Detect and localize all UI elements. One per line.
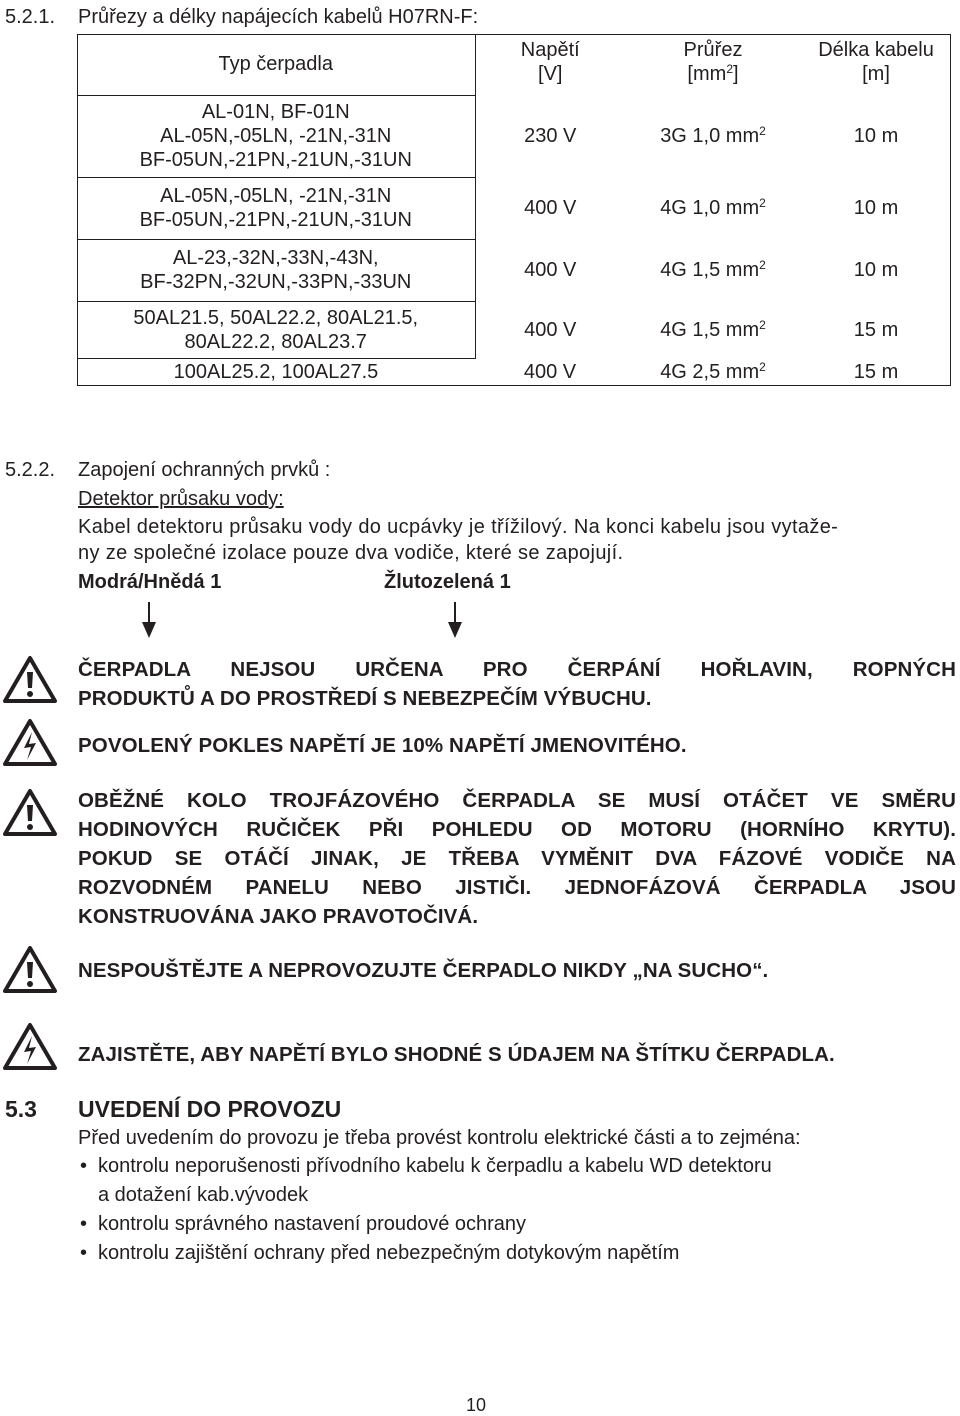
section-53-title: UVEDENÍ DO PROVOZU [78,1096,342,1122]
warning-text-line: NESPOUŠTĚJTE A NEPROVOZUJTE ČERPADLO NIKDY „NA SUCHO“. [78,959,769,982]
bullet-dot: • [80,1155,88,1177]
table-row [77,177,951,239]
warning-icon [2,945,58,995]
header-voltage-label: Napětí [520,39,580,61]
section-53-number: 5.3 [5,1096,37,1122]
table-row [77,239,951,301]
header-length [801,34,951,95]
row-length: 15 m [853,318,899,341]
table-row [77,301,951,358]
header-cross-label: Průřez [683,39,743,61]
row-pump-type: 50AL21.5, 50AL22.2, 80AL21.5, 80AL22.2, 80AL23.7 [77,301,475,358]
list-item-continuation: a dotažení kab.vývodek [98,1184,309,1206]
leak-detector-text-line2: ny ze společné izolace pouze dva vodiče, které se zapojují. [78,542,624,564]
leak-detector-text-line1: Kabel detektoru průsaku vody do ucpávky je třížilový. Na konci kabelu jsou vytaže- [78,516,839,538]
row-cross-section: 3G 1,0 $mm^2$ [660,124,766,147]
header-cross-unit: $[mm^2]$ [687,62,739,85]
table-row [77,95,951,177]
header-cross-section [625,34,801,95]
row-length: 10 m [853,197,899,219]
bullet-dot: • [80,1213,88,1235]
section-522-number: 5.2.2. [5,459,56,481]
row-pump-type: 100AL25.2, 100AL27.5 [173,361,379,384]
list-item: kontrolu správného nastavení proudové ochrany [98,1213,527,1235]
warning-text-line: ZAJISTĚTE, ABY NAPĚTÍ BYLO SHODNÉ S ÚDAJEM NA ŠTÍTKU ČERPADLA. [78,1043,835,1066]
warning-text-line: POKUD SE OTÁČÍ JINAK, JE TŘEBA VYMĚNIT DVA FÁZOVÉ VODIČE NA [78,847,956,870]
row-cross-section: 4G 2,5 $mm^2$ [660,360,766,383]
row-voltage: 230 V [524,125,577,147]
wire-label-green-yellow: Žlutozelená 1 [384,571,511,593]
high-voltage-icon [2,1022,58,1072]
table-row [77,358,951,386]
arrow-down-icon [142,622,156,638]
wire-label-brown: Modrá/Hnědá 1 [78,571,222,593]
row-length: 15 m [853,361,899,383]
section-521-number: 5.2.1. [5,6,56,28]
warning-text-line: OBĚŽNÉ KOLO TROJFÁZOVÉHO ČERPADLA SE MUSÍ OTÁČET VE SMĚRU [78,789,956,812]
row-pump-type: AL-01N, BF-01N AL-05N,-05LN, -21N,-31N BF-05UN,-21PN,-21UN,-31UN [77,95,475,177]
row-voltage: 400 V [524,197,577,219]
row-voltage: 400 V [524,318,577,341]
section-53-intro: Před uvedením do provozu je třeba provést kontrolu elektrické části a to zejména: [78,1127,801,1149]
arrow-line-right [454,602,456,624]
row-pump-type: AL-23,-32N,-33N,-43N, BF-32PN,-32UN,-33PN,-33UN [77,239,475,301]
warning-text-line: POVOLENÝ POKLES NAPĚTÍ JE 10% NAPĚTÍ JMENOVITÉHO. [78,734,687,757]
row-length: 10 m [853,259,899,281]
list-item: kontrolu neporušenosti přívodního kabelu k čerpadlu a kabelu WD detektoru [98,1155,772,1177]
header-voltage-unit: [V] [538,63,563,85]
row-cross-section: 4G 1,5 $mm^2$ [660,317,766,341]
header-length-label: Délka kabelu [818,39,934,61]
list-item: kontrolu zajištění ochrany před nebezpečným dotykovým napětím [98,1242,680,1264]
warning-text-line: ROZVODNÉM PANELU NEBO JISTIČI. JEDNOFÁZOVÁ ČERPADLA JSOU [78,876,956,899]
header-length-unit: [m] [862,63,890,85]
leak-detector-subtitle: Detektor průsaku vody: [78,488,284,510]
row-voltage: 400 V [524,259,577,281]
section-521-title: Průřezy a délky napájecích kabelů H07RN-F: [78,6,479,28]
section-522-title: Zapojení ochranných prvků : [78,459,331,481]
warning-icon [2,788,58,838]
page-number: 10 [466,1395,487,1415]
row-cross-section: 4G 1,0 $mm^2$ [660,196,766,219]
header-voltage [475,34,625,95]
arrow-down-icon [448,622,462,638]
arrow-line-left [148,602,150,624]
row-voltage: 400 V [523,361,577,383]
row-cross-section: 4G 1,5 $mm^2$ [660,258,766,281]
warning-text-line: KONSTRUOVÁNA JAKO PRAVOTOČIVÁ. [78,905,479,928]
bullet-dot: • [80,1242,88,1264]
warning-text-line: PRODUKTŮ A DO PROSTŘEDÍ S NEBEZPEČÍM VÝBUCHU. [78,687,652,710]
header-pump-type: Typ čerpadla [77,34,475,95]
warning-text-line: ČERPADLA NEJSOU URČENA PRO ČERPÁNÍ HOŘLAVIN, ROPNÝCH [78,658,956,681]
warning-icon [2,655,58,705]
cable-table [77,34,951,386]
high-voltage-icon [2,718,58,768]
row-pump-type: AL-05N,-05LN, -21N,-31N BF-05UN,-21PN,-21UN,-31UN [77,177,475,239]
warning-text-line: HODINOVÝCH RUČIČEK PŘI POHLEDU OD MOTORU (HORNÍHO KRYTU). [78,818,956,841]
row-length: 10 m [853,125,899,147]
